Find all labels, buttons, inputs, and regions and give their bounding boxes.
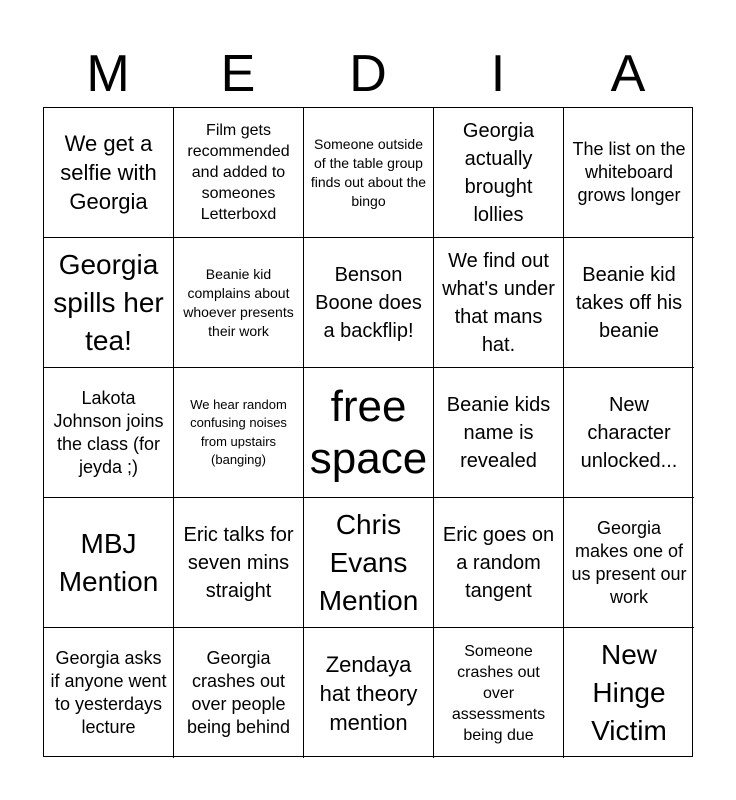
bingo-cell-r5c5[interactable] <box>564 628 694 758</box>
bingo-cell-r3c4[interactable] <box>434 368 564 498</box>
bingo-cell-r2c3[interactable] <box>304 238 434 368</box>
bingo-header <box>43 40 693 108</box>
bingo-cell-r5c4[interactable] <box>434 628 564 758</box>
bingo-cell-r4c3[interactable] <box>304 498 434 628</box>
bingo-cell-text: Film gets recommended and added to someones Letterboxd <box>187 122 290 223</box>
bingo-cell-r4c4[interactable] <box>434 498 564 628</box>
bingo-cell-text: Someone outside of the table group finds out about the bingo <box>310 135 427 209</box>
bingo-cell-r3c5[interactable] <box>564 368 694 498</box>
bingo-cell-text: Georgia actually brought lollies <box>462 119 535 226</box>
bingo-cell-text: Beanie kid complains about whoever presents their work <box>183 265 294 339</box>
bingo-cell-text: Beanie kids name is revealed <box>446 393 551 472</box>
bingo-cell-r5c1[interactable] <box>44 628 174 758</box>
bingo-cell-text: Eric goes on a random tangent <box>442 523 555 602</box>
bingo-cell-r3c1[interactable] <box>44 368 174 498</box>
bingo-cell-text: New Hinge Victim <box>591 639 667 746</box>
bingo-cell-r3c2[interactable] <box>174 368 304 498</box>
bingo-cell-text: Benson Boone does a backflip! <box>315 263 422 342</box>
bingo-cell-text: We find out what's under that mans hat. <box>442 249 555 356</box>
bingo-cell-r1c1[interactable] <box>44 108 174 238</box>
bingo-cell-r2c5[interactable] <box>564 238 694 368</box>
bingo-cell-text: Zendaya hat theory mention <box>319 651 418 735</box>
bingo-cell-text: Eric talks for seven mins straight <box>183 523 294 602</box>
bingo-cell-text: Georgia asks if anyone went to yesterdays lecture <box>50 648 167 737</box>
bingo-cell-text: MBJ Mention <box>58 527 159 597</box>
bingo-cell-text: free space <box>309 381 428 483</box>
bingo-cell-text: Georgia crashes out over people being behind <box>186 648 291 737</box>
bingo-cell-free-space[interactable] <box>304 368 434 498</box>
bingo-cell-r2c2[interactable] <box>174 238 304 368</box>
bingo-cell-text: New character unlocked... <box>580 393 678 472</box>
bingo-cell-text: We hear random confusing noises from upstairs (banging) <box>190 396 287 467</box>
header-letter-i: I <box>490 45 506 103</box>
bingo-cell-r1c4[interactable] <box>434 108 564 238</box>
bingo-cell-text: Georgia makes one of us present our work <box>571 517 687 607</box>
bingo-cell-r4c2[interactable] <box>174 498 304 628</box>
bingo-cell-r2c1[interactable] <box>44 238 174 368</box>
bingo-cell-text: The list on the whiteboard grows longer <box>572 139 686 205</box>
header-letter-m: M <box>86 45 130 103</box>
bingo-cell-r5c3[interactable] <box>304 628 434 758</box>
header-letter-d: D <box>349 45 387 103</box>
header-letter-e: E <box>220 45 256 103</box>
header-letter-a: A <box>610 45 646 103</box>
bingo-cell-text: We get a selfie with Georgia <box>60 131 157 214</box>
bingo-cell-r1c3[interactable] <box>304 108 434 238</box>
bingo-cell-text: Lakota Johnson joins the class (for jeyda ;) <box>53 387 164 477</box>
bingo-cell-text: Beanie kid takes off his beanie <box>575 263 683 342</box>
bingo-cell-r1c5[interactable] <box>564 108 694 238</box>
bingo-cell-r1c2[interactable] <box>174 108 304 238</box>
bingo-cell-text: Georgia spills her tea! <box>53 248 164 356</box>
bingo-grid <box>43 107 693 757</box>
bingo-cell-text: Someone crashes out over assessments being due <box>451 642 546 744</box>
bingo-cell-r4c1[interactable] <box>44 498 174 628</box>
bingo-cell-r4c5[interactable] <box>564 498 694 628</box>
bingo-cell-r2c4[interactable] <box>434 238 564 368</box>
bingo-cell-r5c2[interactable] <box>174 628 304 758</box>
bingo-cell-text: Chris Evans Mention <box>318 508 419 616</box>
